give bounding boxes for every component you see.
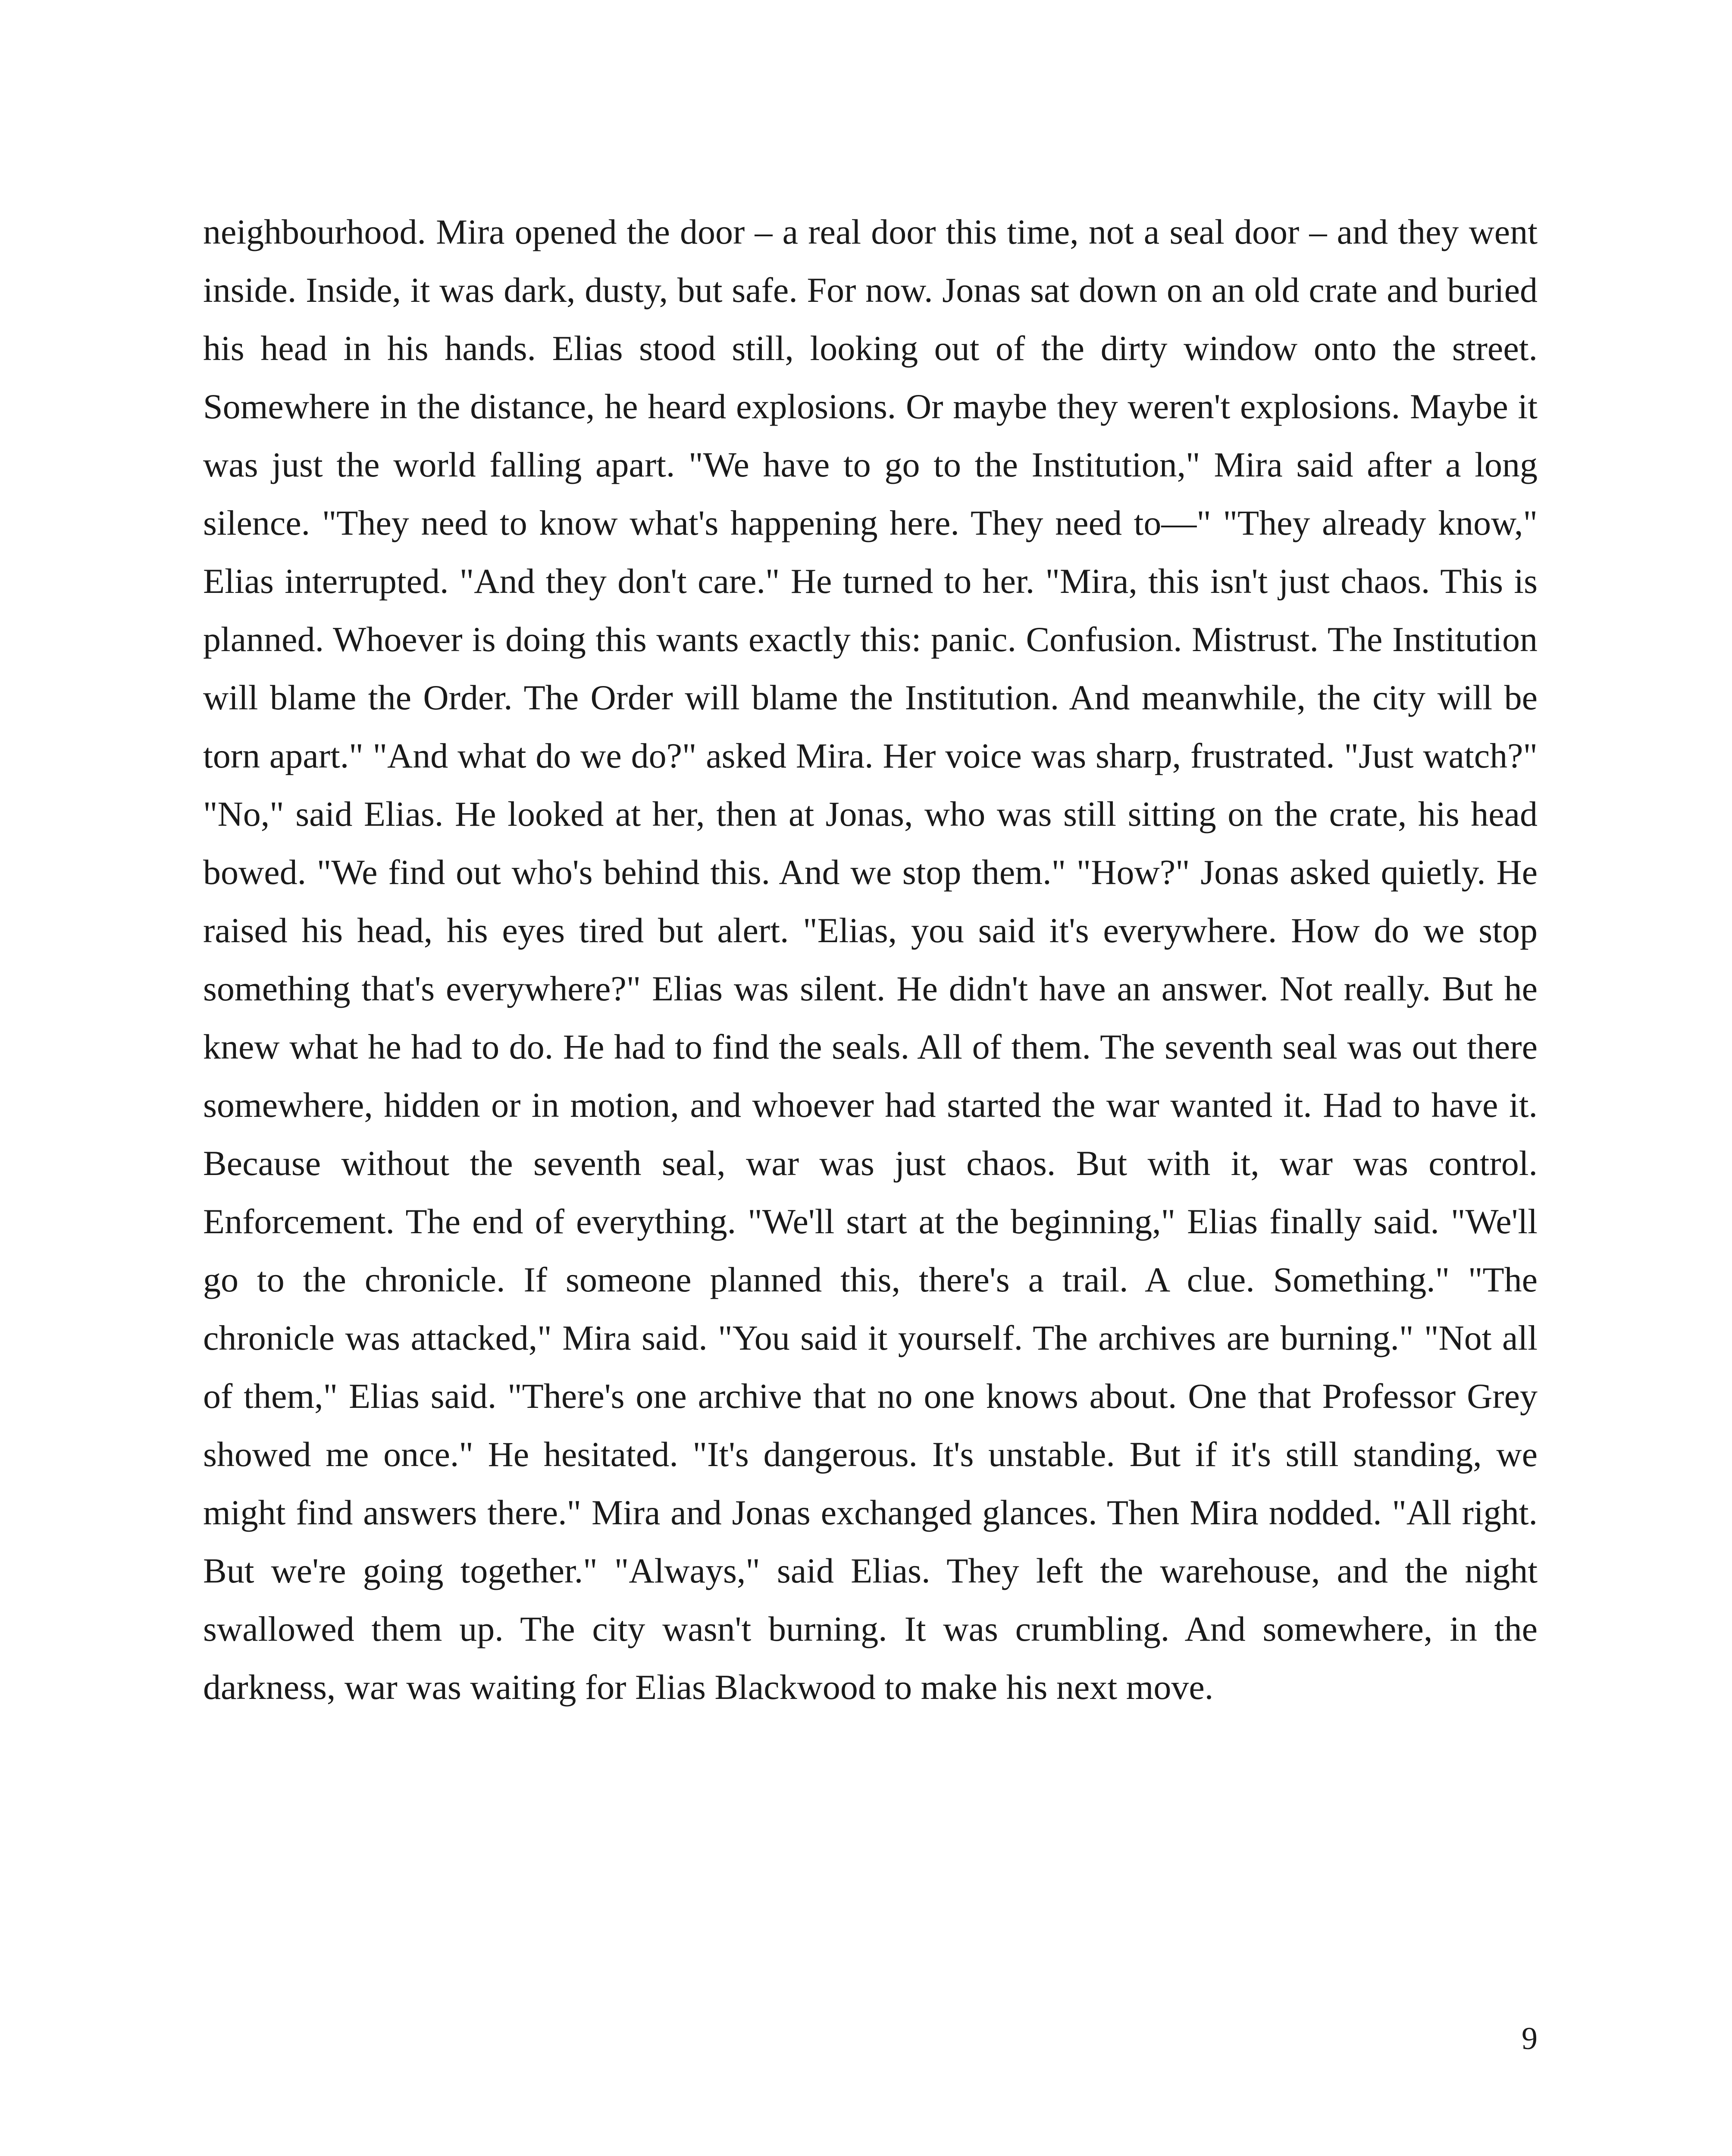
page-number: 9 — [1522, 2021, 1538, 2056]
body-paragraph: neighbourhood. Mira opened the door – a real door this time, not a seal door – and they went inside. Inside, it was dark, dusty, but safe. For now. Jonas sat down on an old crate and buried his head in his hands. Elias stood still, looking out of the dirty window onto the street. Somewhere in the distance, he heard explosions. Or maybe they weren't explosions. Maybe it was just the world falling apart. "We have to go to the Institution," Mira said after a long silence. "They need to know what's happening here. They need to—" "They already know," Elias interrupted. "And they don't care." He turned to her. "Mira, this isn't just chaos. This is planned. Whoever is doing this wants exactly this: panic. Confusion. Mistrust. The Institution will blame the Order. The Order will blame the Institution. And meanwhile, the city will be torn apart." "And what do we do?" asked Mira. Her voice was sharp, frustrated. "Just watch?" "No," said Elias. He looked at her, then at Jonas, who was still sitting on the crate, his head bowed. "We find out who's behind this. And we stop them." "How?" Jonas asked quietly. He raised his head, his eyes tired but alert. "Elias, you said it's everywhere. How do we stop something that's everywhere?" Elias was silent. He didn't have an answer. Not really. But he knew what he had to do. He had to find the seals. All of them. The seventh seal was out there somewhere, hidden or in motion, and whoever had started the war wanted it. Had to have it. Because without the seventh seal, war was just chaos. But with it, war was control. Enforcement. The end of everything. "We'll start at the beginning," Elias finally said. "We'll go to the chronicle. If someone planned this, there's a trail. A clue. Something." "The chronicle was attacked," Mira said. "You said it yourself. The archives are burning." "Not all of them," Elias said. "There's one archive that no one knows about. One that Professor Grey showed me once." He hesitated. "It's dangerous. It's unstable. But if it's still standing, we might find answers there." Mira and Jonas exchanged glances. Then Mira nodded. "All right. But we're going together." "Always," said Elias. They left the warehouse, and the night swallowed them up. The city wasn't burning. It was crumbling. And somewhere, in the darkness, war was waiting for Elias Blackwood to make his next move. — [203, 212, 1538, 1707]
